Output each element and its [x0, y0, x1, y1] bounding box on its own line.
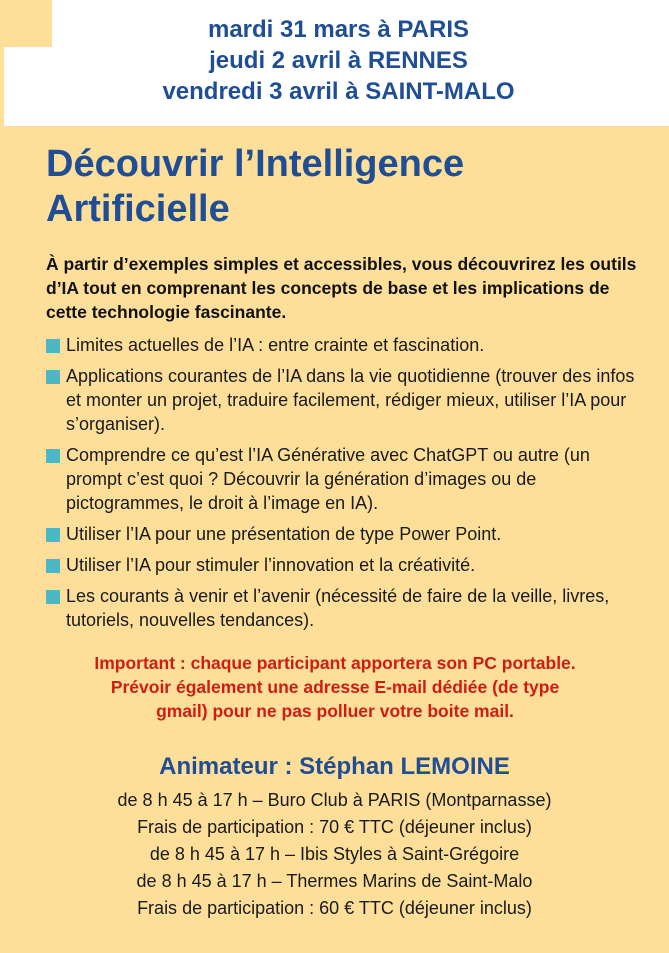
date-saint-malo: vendredi 3 avril à SAINT-MALO	[162, 78, 515, 105]
animateur-heading: Animateur : Stéphan LEMOINE	[159, 753, 510, 780]
schedule-line: de 8 h 45 à 17 h – Thermes Marins de Saint-Malo	[136, 871, 533, 891]
list-item-text: Limites actuelles de l’IA : entre crainte et fascination.	[66, 335, 485, 355]
bullet-square-icon	[46, 528, 60, 542]
list-item	[46, 553, 636, 577]
notice-line: Prévoir également une adresse E-mail dédiée (de type	[110, 677, 560, 697]
event-dates	[0, 14, 669, 107]
schedule-block	[0, 787, 669, 922]
bullet-square-icon	[46, 559, 60, 573]
title-line: Artificielle	[46, 188, 230, 230]
bullet-square-icon	[46, 449, 60, 463]
date-rennes: jeudi 2 avril à RENNES	[209, 47, 468, 74]
important-notice	[40, 651, 630, 723]
title-line: Découvrir l’Intelligence	[46, 143, 465, 185]
date-paris: mardi 31 mars à PARIS	[207, 16, 469, 43]
list-item	[46, 333, 636, 357]
topics-list	[46, 333, 636, 639]
list-item	[46, 364, 636, 436]
list-item	[46, 584, 636, 632]
schedule-line: de 8 h 45 à 17 h – Ibis Styles à Saint-Grégoire	[149, 844, 520, 864]
list-item	[46, 522, 636, 546]
schedule-line: Frais de participation : 60 € TTC (déjeuner inclus)	[137, 898, 532, 918]
notice-line: gmail) pour ne pas polluer votre boite mail.	[156, 701, 514, 721]
list-item-text: Utiliser l’IA pour une présentation de type Power Point.	[66, 524, 502, 544]
bullet-square-icon	[46, 370, 60, 384]
list-item	[46, 443, 636, 515]
page-title	[46, 142, 646, 232]
notice-line: Important : chaque participant apportera son PC portable.	[94, 653, 576, 673]
intro-paragraph: À partir d’exemples simples et accessibles, vous découvrirez les outils d’IA tout en comprenant les concepts de base et les implications de cette technologie fascinante.	[46, 254, 637, 322]
list-item-text: Les courants à venir et l’avenir (nécessité de faire de la veille, livres, tutoriels, nouvelles tendances).	[66, 586, 610, 630]
bullet-square-icon	[46, 339, 60, 353]
list-item-text: Comprendre ce qu’est l’IA Générative avec ChatGPT ou autre (un prompt c’est quoi ? Découvrir la génération d’images ou de pictogrammes, le droit à l’image en IA).	[66, 445, 590, 513]
schedule-line: Frais de participation : 70 € TTC (déjeuner inclus)	[137, 817, 532, 837]
list-item-text: Utiliser l’IA pour stimuler l’innovation et la créativité.	[66, 555, 476, 575]
bullet-square-icon	[46, 590, 60, 604]
schedule-line: de 8 h 45 à 17 h – Buro Club à PARIS (Montparnasse)	[117, 790, 552, 810]
list-item-text: Applications courantes de l’IA dans la vie quotidienne (trouver des infos et monter un projet, traduire facilement, rédiger mieux, utiliser l’IA pour s’organiser).	[66, 366, 635, 434]
